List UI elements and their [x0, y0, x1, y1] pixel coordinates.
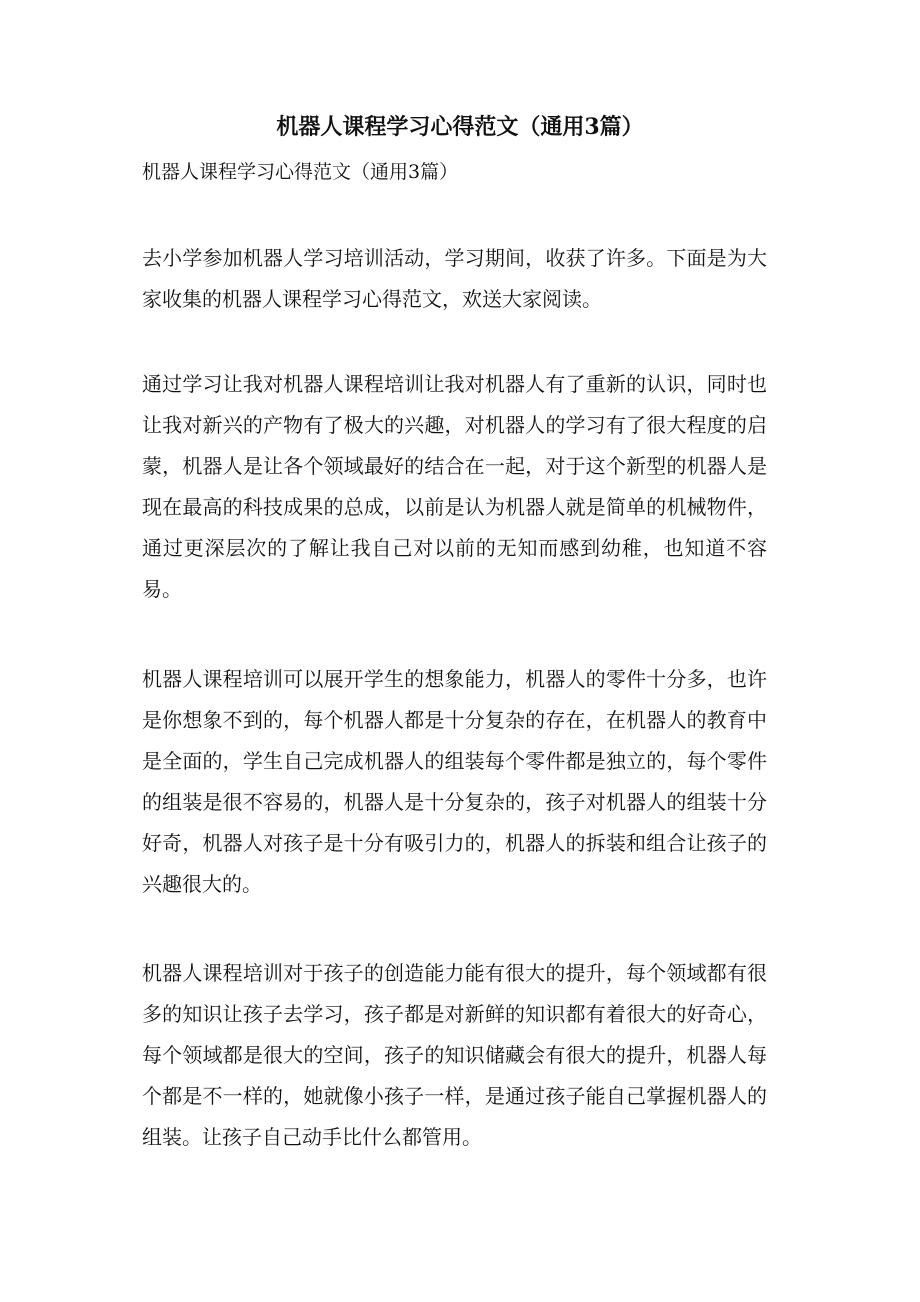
- document-subtitle: 机器人课程学习心得范文（通用3篇）: [142, 161, 459, 183]
- paragraph-1: 通过学习让我对机器人课程培训让我对机器人有了重新的认识，同时也让我对新兴的产物有了极大的兴趣，对机器人的学习有了很大程度的启蒙，机器人是让各个领域最好的结合在一起，对于这个新型的机器人是现在最高的科技成果的总成，以前是认为机器人就是简单的机械物件，通过更深层次的了解让我自己对以前的无知而感到幼稚，也知道不容易。: [142, 372, 767, 601]
- paragraph-3: 机器人课程培训对于孩子的创造能力能有很大的提升，每个领域都有很多的知识让孩子去学习，孩子都是对新鲜的知识都有着很大的好奇心，每个领域都是很大的空间，孩子的知识储藏会有很大的提升，机器人每个都是不一样的，她就像小孩子一样，是通过孩子能自己掌握机器人的组装。让孩子自己动手比什么都管用。: [142, 961, 767, 1149]
- document-title: 机器人课程学习心得范文（通用3篇）: [276, 114, 644, 140]
- paragraph-intro: 去小学参加机器人学习培训活动，学习期间，收获了许多。下面是为大家收集的机器人课程学习心得范文，欢送大家阅读。: [142, 246, 767, 311]
- paragraph-2: 机器人课程培训可以展开学生的想象能力，机器人的零件十分多，也许是你想象不到的，每个机器人都是十分复杂的存在，在机器人的教育中是全面的，学生自己完成机器人的组装每个零件都是独立的，每个零件的组装是很不容易的，机器人是十分复杂的，孩子对机器人的组装十分好奇，机器人对孩子是十分有吸引力的，机器人的拆装和组合让孩子的兴趣很大的。: [142, 667, 767, 896]
